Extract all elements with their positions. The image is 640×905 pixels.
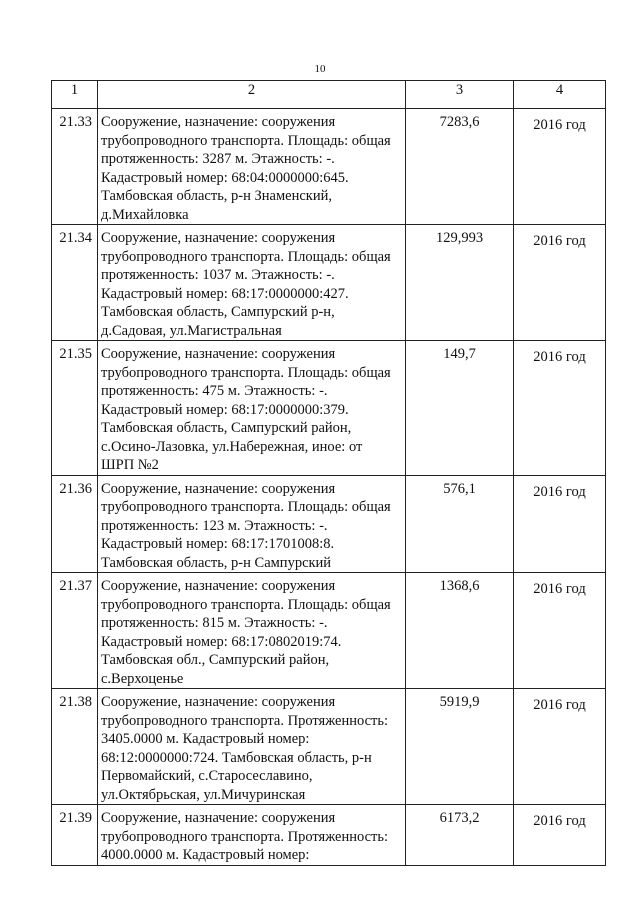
- property-description: [98, 573, 406, 689]
- property-value: 7283,6: [406, 109, 514, 225]
- property-description: [98, 341, 406, 476]
- table-row: [52, 109, 606, 225]
- property-value: 576,1: [406, 475, 514, 573]
- description-line: Тамбовская область, Сампурский район,: [101, 420, 352, 436]
- property-year: 2016 год: [514, 109, 606, 225]
- description-line: Кадастровый номер: 68:17:1701008:8.: [101, 536, 335, 552]
- description-line: трубопроводного транспорта. Площадь: общая: [101, 499, 391, 515]
- description-line: д.Михайловка: [101, 206, 189, 223]
- column-header-4: 4: [514, 81, 606, 109]
- page-number: 10: [314, 63, 326, 75]
- property-year: 2016 год: [514, 689, 606, 805]
- description-line: трубопроводного транспорта. Протяженность:: [101, 828, 389, 845]
- description-line: протяженность: 815 м. Этажность: -.: [101, 615, 328, 631]
- column-header-1: 1: [52, 81, 98, 109]
- property-description: [98, 109, 406, 225]
- description-line: 68:12:0000000:724. Тамбовская область, р-н: [101, 749, 372, 766]
- property-table: [51, 80, 606, 866]
- description-line: ул.Октябрьская, ул.Мичуринская: [101, 786, 306, 803]
- description-line: 3405.0000 м. Кадастровый номер:: [101, 731, 310, 747]
- description-line: Тамбовская область, р-н Знаменский,: [101, 188, 332, 204]
- property-year: 2016 год: [514, 573, 606, 689]
- property-year: 2016 год: [514, 225, 606, 341]
- table-header-row: [52, 81, 606, 109]
- column-header-3: 3: [406, 81, 514, 109]
- column-header-2: 2: [98, 81, 406, 109]
- property-value: 6173,2: [406, 805, 514, 866]
- description-line: Сооружение, назначение: сооружения: [101, 230, 336, 246]
- property-value: 1368,6: [406, 573, 514, 689]
- description-line: с.Осино-Лазовка, ул.Набережная, иное: от: [101, 438, 363, 455]
- property-year: 2016 год: [514, 475, 606, 573]
- description-line: Кадастровый номер: 68:17:0000000:427.: [101, 285, 349, 302]
- row-number: 21.39: [52, 805, 98, 866]
- description-line: трубопроводного транспорта. Площадь: общая: [101, 364, 391, 381]
- description-line: трубопроводного транспорта. Протяженность:: [101, 712, 389, 729]
- description-line: Сооружение, назначение: сооружения: [101, 694, 336, 710]
- table-row: [52, 225, 606, 341]
- description-line: д.Садовая, ул.Магистральная: [101, 322, 282, 339]
- property-description: [98, 805, 406, 866]
- property-year: 2016 год: [514, 805, 606, 866]
- description-line: Тамбовская обл., Сампурский район,: [101, 652, 330, 668]
- row-number: 21.36: [52, 475, 98, 573]
- description-line: Тамбовская область, р-н Сампурский: [101, 554, 332, 571]
- property-description: [98, 225, 406, 341]
- description-line: с.Верхоценье: [101, 670, 184, 687]
- table-row: [52, 475, 606, 573]
- description-line: Первомайский, с.Старосеславино,: [101, 768, 313, 784]
- description-line: ШРП №2: [101, 457, 159, 473]
- description-line: протяженность: 123 м. Этажность: -.: [101, 517, 328, 534]
- table-row: [52, 689, 606, 805]
- description-line: Сооружение, назначение: сооружения: [101, 346, 336, 362]
- description-line: трубопроводного транспорта. Площадь: общая: [101, 596, 391, 613]
- property-description: [98, 475, 406, 573]
- description-line: протяженность: 1037 м. Этажность: -.: [101, 267, 335, 283]
- row-number: 21.34: [52, 225, 98, 341]
- description-line: Сооружение, назначение: сооружения: [101, 578, 336, 594]
- row-number: 21.37: [52, 573, 98, 689]
- description-line: 4000.0000 м. Кадастровый номер:: [101, 847, 310, 863]
- table-row: [52, 573, 606, 689]
- description-line: протяженность: 3287 м. Этажность: -.: [101, 151, 335, 167]
- description-line: Сооружение, назначение: сооружения: [101, 810, 336, 826]
- table-row: [52, 805, 606, 866]
- description-line: Кадастровый номер: 68:17:0802019:74.: [101, 633, 342, 650]
- row-number: 21.35: [52, 341, 98, 476]
- property-description: [98, 689, 406, 805]
- row-number: 21.38: [52, 689, 98, 805]
- description-line: Тамбовская область, Сампурский р-н,: [101, 304, 335, 320]
- property-year: 2016 год: [514, 341, 606, 476]
- description-line: Сооружение, назначение: сооружения: [101, 114, 336, 130]
- property-value: 129,993: [406, 225, 514, 341]
- description-line: протяженность: 475 м. Этажность: -.: [101, 383, 328, 399]
- table-row: [52, 341, 606, 476]
- property-value: 149,7: [406, 341, 514, 476]
- description-line: трубопроводного транспорта. Площадь: общая: [101, 132, 391, 149]
- row-number: 21.33: [52, 109, 98, 225]
- description-line: Кадастровый номер: 68:17:0000000:379.: [101, 401, 349, 418]
- description-line: Кадастровый номер: 68:04:0000000:645.: [101, 169, 349, 186]
- description-line: Сооружение, назначение: сооружения: [101, 480, 336, 497]
- property-value: 5919,9: [406, 689, 514, 805]
- description-line: трубопроводного транспорта. Площадь: общая: [101, 248, 391, 265]
